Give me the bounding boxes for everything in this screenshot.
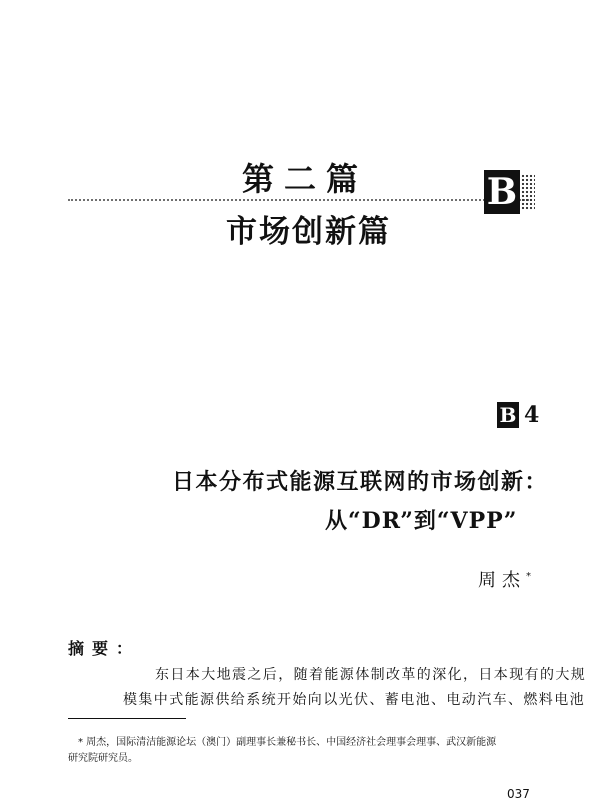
chapter-number: 4 (524, 402, 540, 428)
author-name: 周杰 (478, 570, 526, 591)
footnote-rule (68, 718, 186, 719)
abstract-line-2: 模集中式能源供给系统开始向以光伏、蓄电池、电动汽车、燃料电池 (123, 692, 585, 708)
author-footnote-mark: * (526, 571, 531, 582)
b-logo-dots (521, 174, 535, 210)
abstract-label: 摘要： (68, 639, 141, 658)
part-title: 第二篇 (242, 160, 369, 198)
article-title-line-2: 从“DR”到“VPP” (325, 508, 518, 534)
chapter-b-icon: B (497, 402, 519, 428)
author (478, 566, 531, 592)
abstract-line-1: 东日本大地震之后，随着能源体制改革的深化，日本现有的大规 (155, 667, 587, 683)
page-number: 037 (507, 787, 530, 801)
chapter-marker (497, 402, 539, 428)
article-title-line-1: 日本分布式能源互联网的市场创新： (172, 469, 549, 495)
part-title-rule (68, 199, 532, 201)
footnote-line-2: 研究院研究员。 (68, 753, 138, 764)
part-subtitle: 市场创新篇 (226, 214, 391, 250)
b-logo-icon: B (484, 170, 520, 214)
footnote-line-1: * 周杰，国际清洁能源论坛（澳门）副理事长兼秘书长、中国经济社会理事会理事、武汉新能源 (78, 737, 497, 748)
